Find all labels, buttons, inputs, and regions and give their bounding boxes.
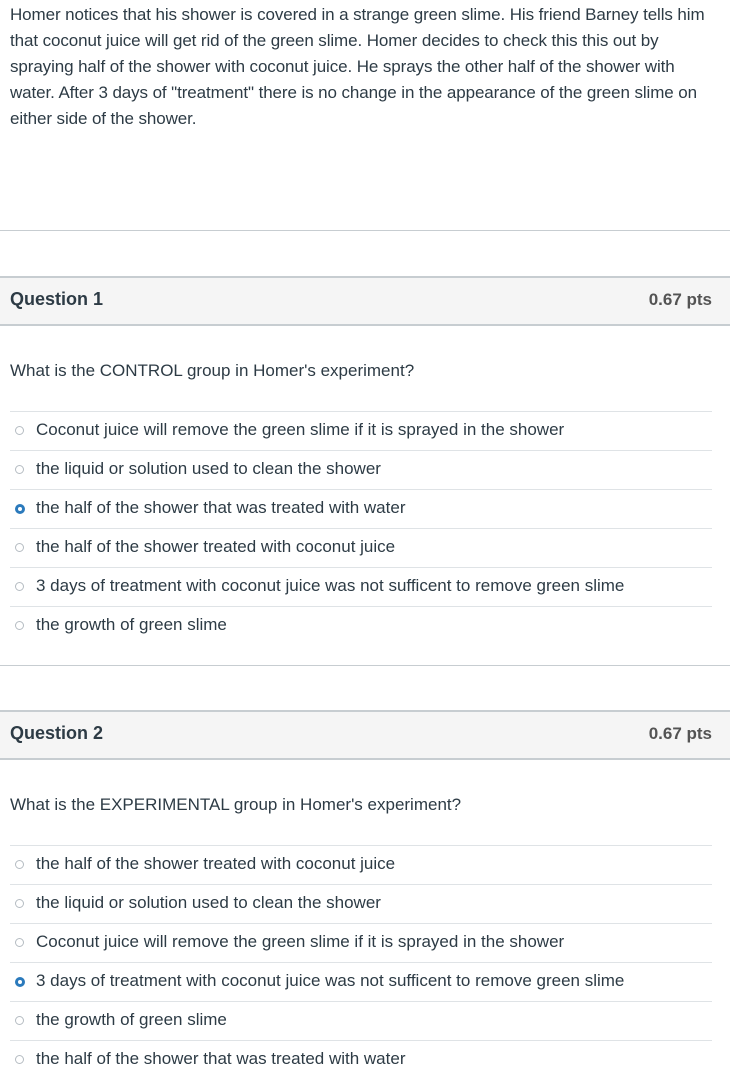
radio-button-selected[interactable] [15, 977, 25, 987]
radio-button[interactable] [15, 465, 24, 474]
question-1-header [0, 276, 730, 326]
answer-label: the growth of green slime [36, 615, 227, 634]
question-title: Question 2 [10, 723, 104, 743]
answer-option[interactable] [10, 962, 712, 1001]
radio-button[interactable] [15, 1055, 24, 1064]
answer-list [10, 411, 712, 645]
section-divider [0, 230, 730, 231]
answer-label: the liquid or solution used to clean the shower [36, 459, 381, 478]
radio-button[interactable] [15, 543, 24, 552]
radio-button-selected[interactable] [15, 504, 25, 514]
radio-button[interactable] [15, 860, 24, 869]
radio-button[interactable] [15, 426, 24, 435]
answer-option[interactable] [10, 411, 712, 450]
question-title: Question 1 [10, 289, 104, 309]
radio-button[interactable] [15, 582, 24, 591]
answer-list [10, 845, 712, 1079]
scenario-text: Homer notices that his shower is covered in a strange green slime. His friend Barney tells him that coconut juice will get rid of the green slime. Homer decides to check this this out by spraying half of the shower with coconut juice. He sprays the other half of the shower with water. After 3 days of "treatment" there is no change in the appearance of the green slime on either side of the shower. [10, 5, 705, 128]
question-points: 0.67 pts [648, 290, 712, 309]
answer-label: Coconut juice will remove the green slime if it is sprayed in the shower [36, 932, 565, 951]
question-points: 0.67 pts [648, 724, 712, 743]
question-text: What is the EXPERIMENTAL group in Homer's experiment? [10, 795, 462, 814]
answer-option[interactable] [10, 606, 712, 645]
answer-label: 3 days of treatment with coconut juice was not sufficent to remove green slime [36, 576, 625, 595]
answer-option[interactable] [10, 845, 712, 884]
radio-button[interactable] [15, 938, 24, 947]
question-2-header [0, 710, 730, 760]
answer-label: the growth of green slime [36, 1010, 227, 1029]
answer-label: 3 days of treatment with coconut juice was not sufficent to remove green slime [36, 971, 625, 990]
answer-label: the liquid or solution used to clean the shower [36, 893, 381, 912]
answer-label: Coconut juice will remove the green slime if it is sprayed in the shower [36, 420, 565, 439]
answer-option[interactable] [10, 1001, 712, 1040]
radio-button[interactable] [15, 1016, 24, 1025]
radio-button[interactable] [15, 621, 24, 630]
answer-option[interactable] [10, 528, 712, 567]
answer-label: the half of the shower treated with coconut juice [36, 537, 396, 556]
section-divider [0, 665, 730, 666]
question-text: What is the CONTROL group in Homer's experiment? [10, 361, 415, 380]
answer-option[interactable] [10, 884, 712, 923]
answer-option[interactable] [10, 1040, 712, 1079]
radio-button[interactable] [15, 899, 24, 908]
answer-option[interactable] [10, 923, 712, 962]
answer-label: the half of the shower that was treated with water [36, 1049, 406, 1068]
answer-option[interactable] [10, 450, 712, 489]
answer-label: the half of the shower that was treated with water [36, 498, 406, 517]
answer-label: the half of the shower treated with coconut juice [36, 854, 396, 873]
answer-option[interactable] [10, 567, 712, 606]
answer-option[interactable] [10, 489, 712, 528]
